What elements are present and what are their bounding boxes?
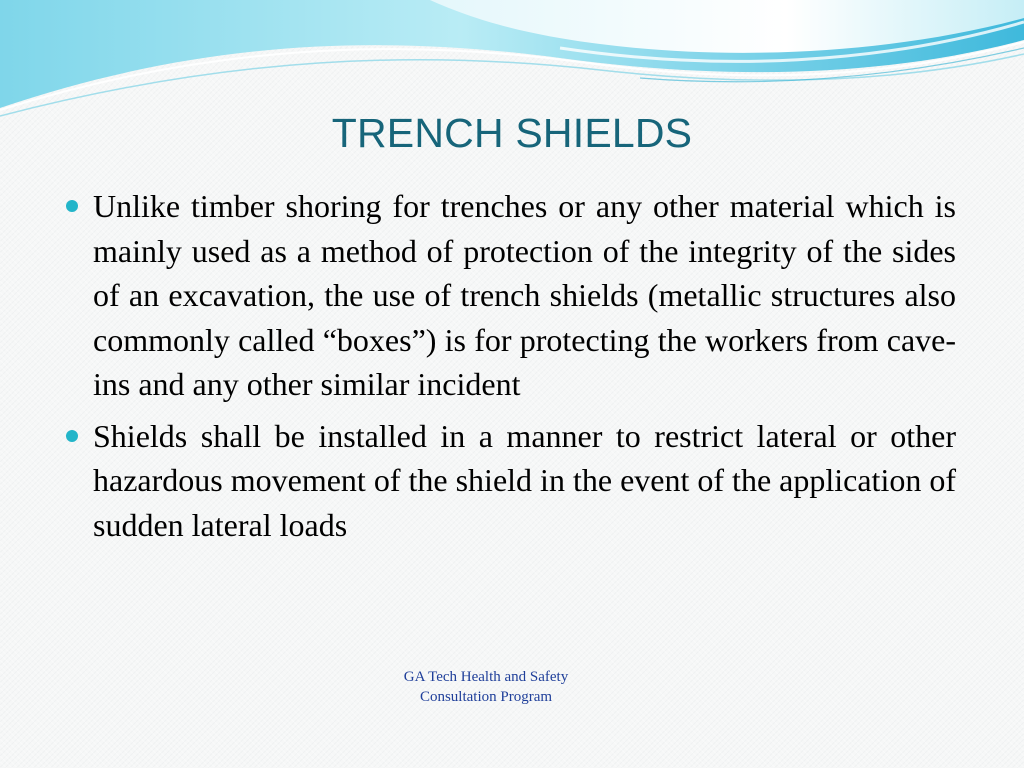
bullet-point-icon xyxy=(66,200,78,212)
footer-credit xyxy=(336,667,636,707)
slide-title: TRENCH SHIELDS xyxy=(331,110,693,156)
bullet-list xyxy=(66,184,956,554)
bullet-text: Unlike timber shoring for trenches or any other material which is mainly used as a method of protection of the integrity of the sides of an excavation, the use of trench shields (metallic structures also commonly called “boxes”) is for protecting the workers from cave-ins and any other similar incident xyxy=(93,188,956,402)
footer-line-1: GA Tech Health and Safety xyxy=(403,669,569,685)
footer-line-2: Consultation Program xyxy=(419,689,553,705)
list-item xyxy=(66,184,956,407)
bullet-point-icon xyxy=(66,430,78,442)
bullet-text: Shields shall be installed in a manner to restrict lateral or other hazardous movement of the shield in the event of the application of sudden lateral loads xyxy=(93,417,956,543)
list-item xyxy=(66,414,956,548)
